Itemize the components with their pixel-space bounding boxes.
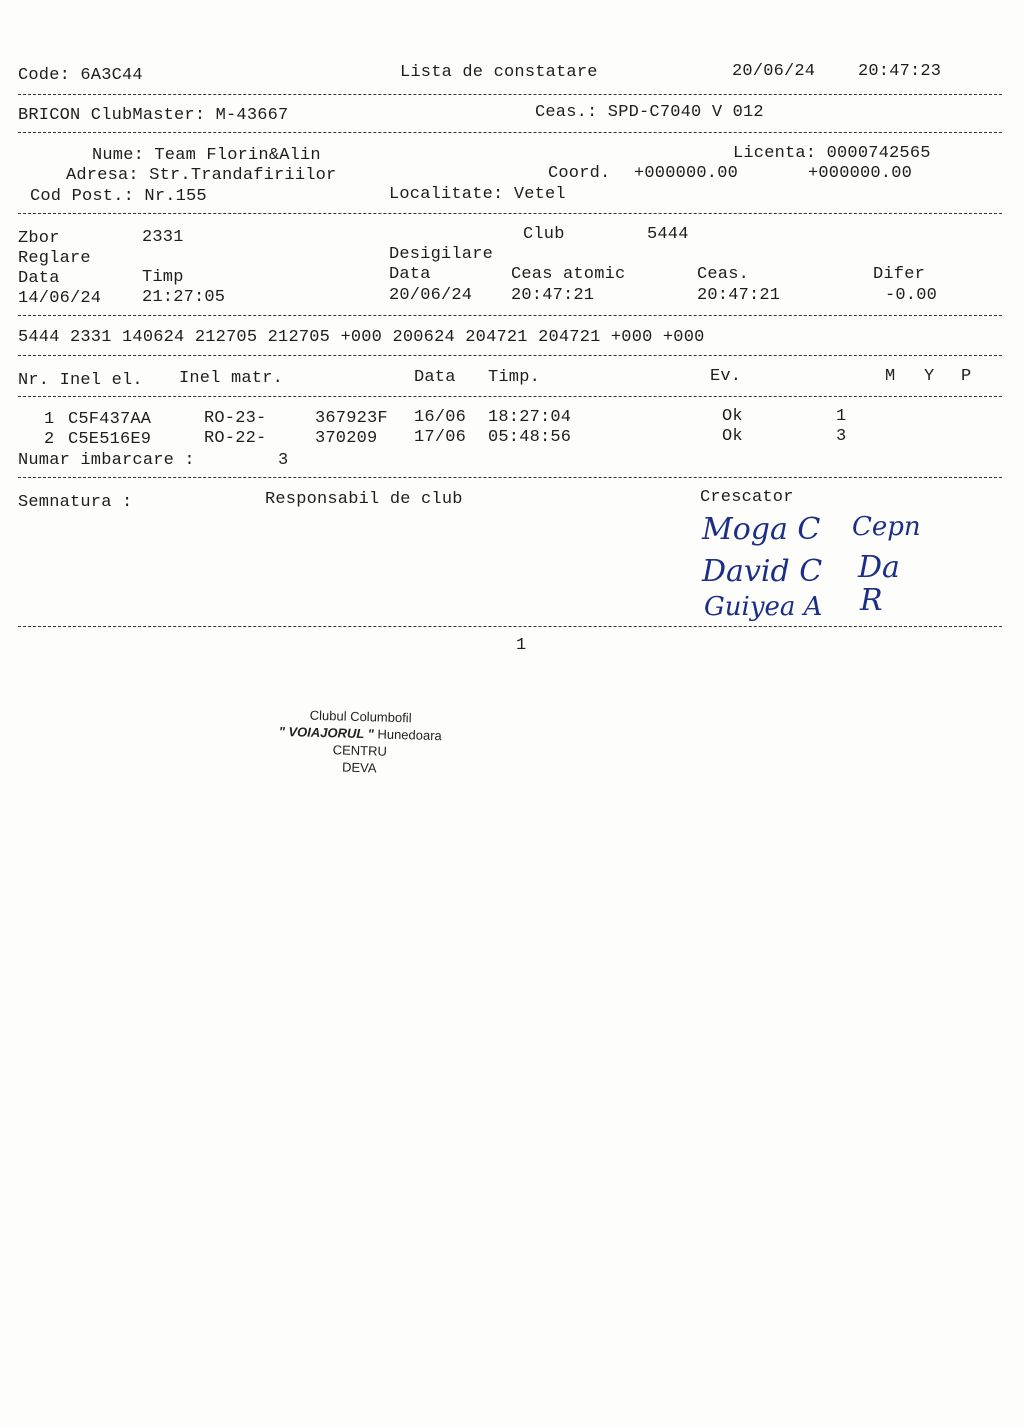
coord-y: +000000.00 (808, 164, 913, 183)
separator (18, 94, 1002, 95)
boarding-count-label: Numar imbarcare : (18, 451, 195, 470)
col-header-date: Data (389, 265, 431, 284)
arrival-time: 18:27:04 (488, 408, 572, 427)
document-title: Lista de constatare (400, 63, 598, 82)
club-stamp (249, 705, 471, 779)
setting-time: 21:27:05 (142, 288, 226, 307)
separator (18, 626, 1002, 627)
clock-time: 20:47:21 (697, 286, 781, 305)
unsealing-date: 20/06/24 (389, 286, 473, 305)
col-header-date: Data (414, 368, 456, 387)
event-status: Ok (722, 427, 743, 446)
license-number: Licenta: 0000742565 (733, 144, 931, 163)
ring-prefix: RO-22- (204, 429, 267, 448)
ring-prefix: RO-23- (204, 409, 267, 428)
page-number: 1 (516, 636, 527, 655)
m-value: 1 (836, 407, 847, 426)
club-label: Club (523, 225, 565, 244)
setting-heading: Reglare (18, 249, 91, 268)
col-header-time: Timp. (488, 368, 541, 387)
handwritten-initials: Cepn (852, 512, 921, 542)
breeder-label: Crescator (700, 488, 794, 507)
ring-registration: 370209 (315, 429, 378, 448)
code-label: Code: 6A3C44 (18, 66, 143, 85)
flight-label: Zbor (18, 229, 60, 248)
clock-difference: -0.00 (885, 286, 938, 305)
arrival-date: 16/06 (414, 408, 467, 427)
atomic-clock-time: 20:47:21 (511, 286, 595, 305)
stamp-line: CENTRU (332, 742, 388, 759)
stamp-city: Hunedoara (377, 726, 442, 744)
m-value: 3 (836, 427, 847, 446)
separator (18, 396, 1002, 397)
col-header-p: P (961, 367, 972, 386)
arrival-date: 17/06 (414, 428, 467, 447)
ring-electronic: C5F437AA (68, 410, 152, 429)
handwritten-signature: Guiyea A (704, 592, 823, 622)
separator (18, 315, 1002, 316)
separator (18, 477, 1002, 478)
col-header-y: Y (924, 367, 935, 386)
row-number: 2 (44, 430, 55, 449)
col-header-ring-el: Nr. Inel el. (18, 371, 143, 390)
ring-electronic: C5E516E9 (68, 430, 152, 449)
event-status: Ok (722, 407, 743, 426)
arrival-time: 05:48:56 (488, 428, 572, 447)
col-header-atomic-clock: Ceas atomic (511, 265, 626, 284)
clock-id: Ceas.: SPD-C7040 V 012 (535, 103, 764, 122)
handwritten-signature: David C (702, 554, 823, 589)
separator (18, 213, 1002, 214)
postal-code: Cod Post.: Nr.155 (30, 187, 207, 206)
col-header-difference: Difer (873, 265, 926, 284)
stamp-club-name: " VOIAJORUL " (278, 723, 375, 742)
stamp-line: Clubul Columbofil (309, 707, 412, 726)
handwritten-initials: Da (858, 550, 900, 585)
locality: Localitate: Vetel (389, 185, 566, 204)
coord-x: +000000.00 (634, 164, 739, 183)
signature-label: Semnatura : (18, 493, 133, 512)
flight-number: 2331 (142, 228, 184, 247)
setting-date: 14/06/24 (18, 289, 102, 308)
print-date: 20/06/24 (732, 62, 816, 81)
handwritten-signature: Moga C (702, 512, 821, 547)
row-number: 1 (44, 410, 55, 429)
stamp-line: DEVA (341, 759, 377, 776)
ring-registration: 367923F (315, 409, 388, 428)
club-number: 5444 (647, 225, 689, 244)
encoded-data-line: 5444 2331 140624 212705 212705 +000 200624 204721 204721 +000 +000 (18, 328, 705, 347)
col-header-date: Data (18, 269, 60, 288)
clubmaster-id: BRICON ClubMaster: M-43667 (18, 106, 289, 125)
col-header-clock: Ceas. (697, 265, 750, 284)
boarding-count: 3 (278, 451, 289, 470)
separator (18, 355, 1002, 356)
col-header-event: Ev. (710, 367, 742, 386)
club-representative-label: Responsabil de club (265, 490, 463, 509)
handwritten-initials: R (860, 583, 883, 618)
owner-name: Nume: Team Florin&Alin (92, 146, 321, 165)
separator (18, 132, 1002, 133)
owner-address: Adresa: Str.Trandafiriilor (66, 166, 337, 185)
coord-label: Coord. (548, 164, 611, 183)
col-header-time: Timp (142, 268, 184, 287)
unsealing-heading: Desigilare (389, 245, 494, 264)
col-header-ring-matr: Inel matr. (179, 369, 284, 388)
col-header-m: M (885, 367, 896, 386)
print-time: 20:47:23 (858, 62, 942, 81)
